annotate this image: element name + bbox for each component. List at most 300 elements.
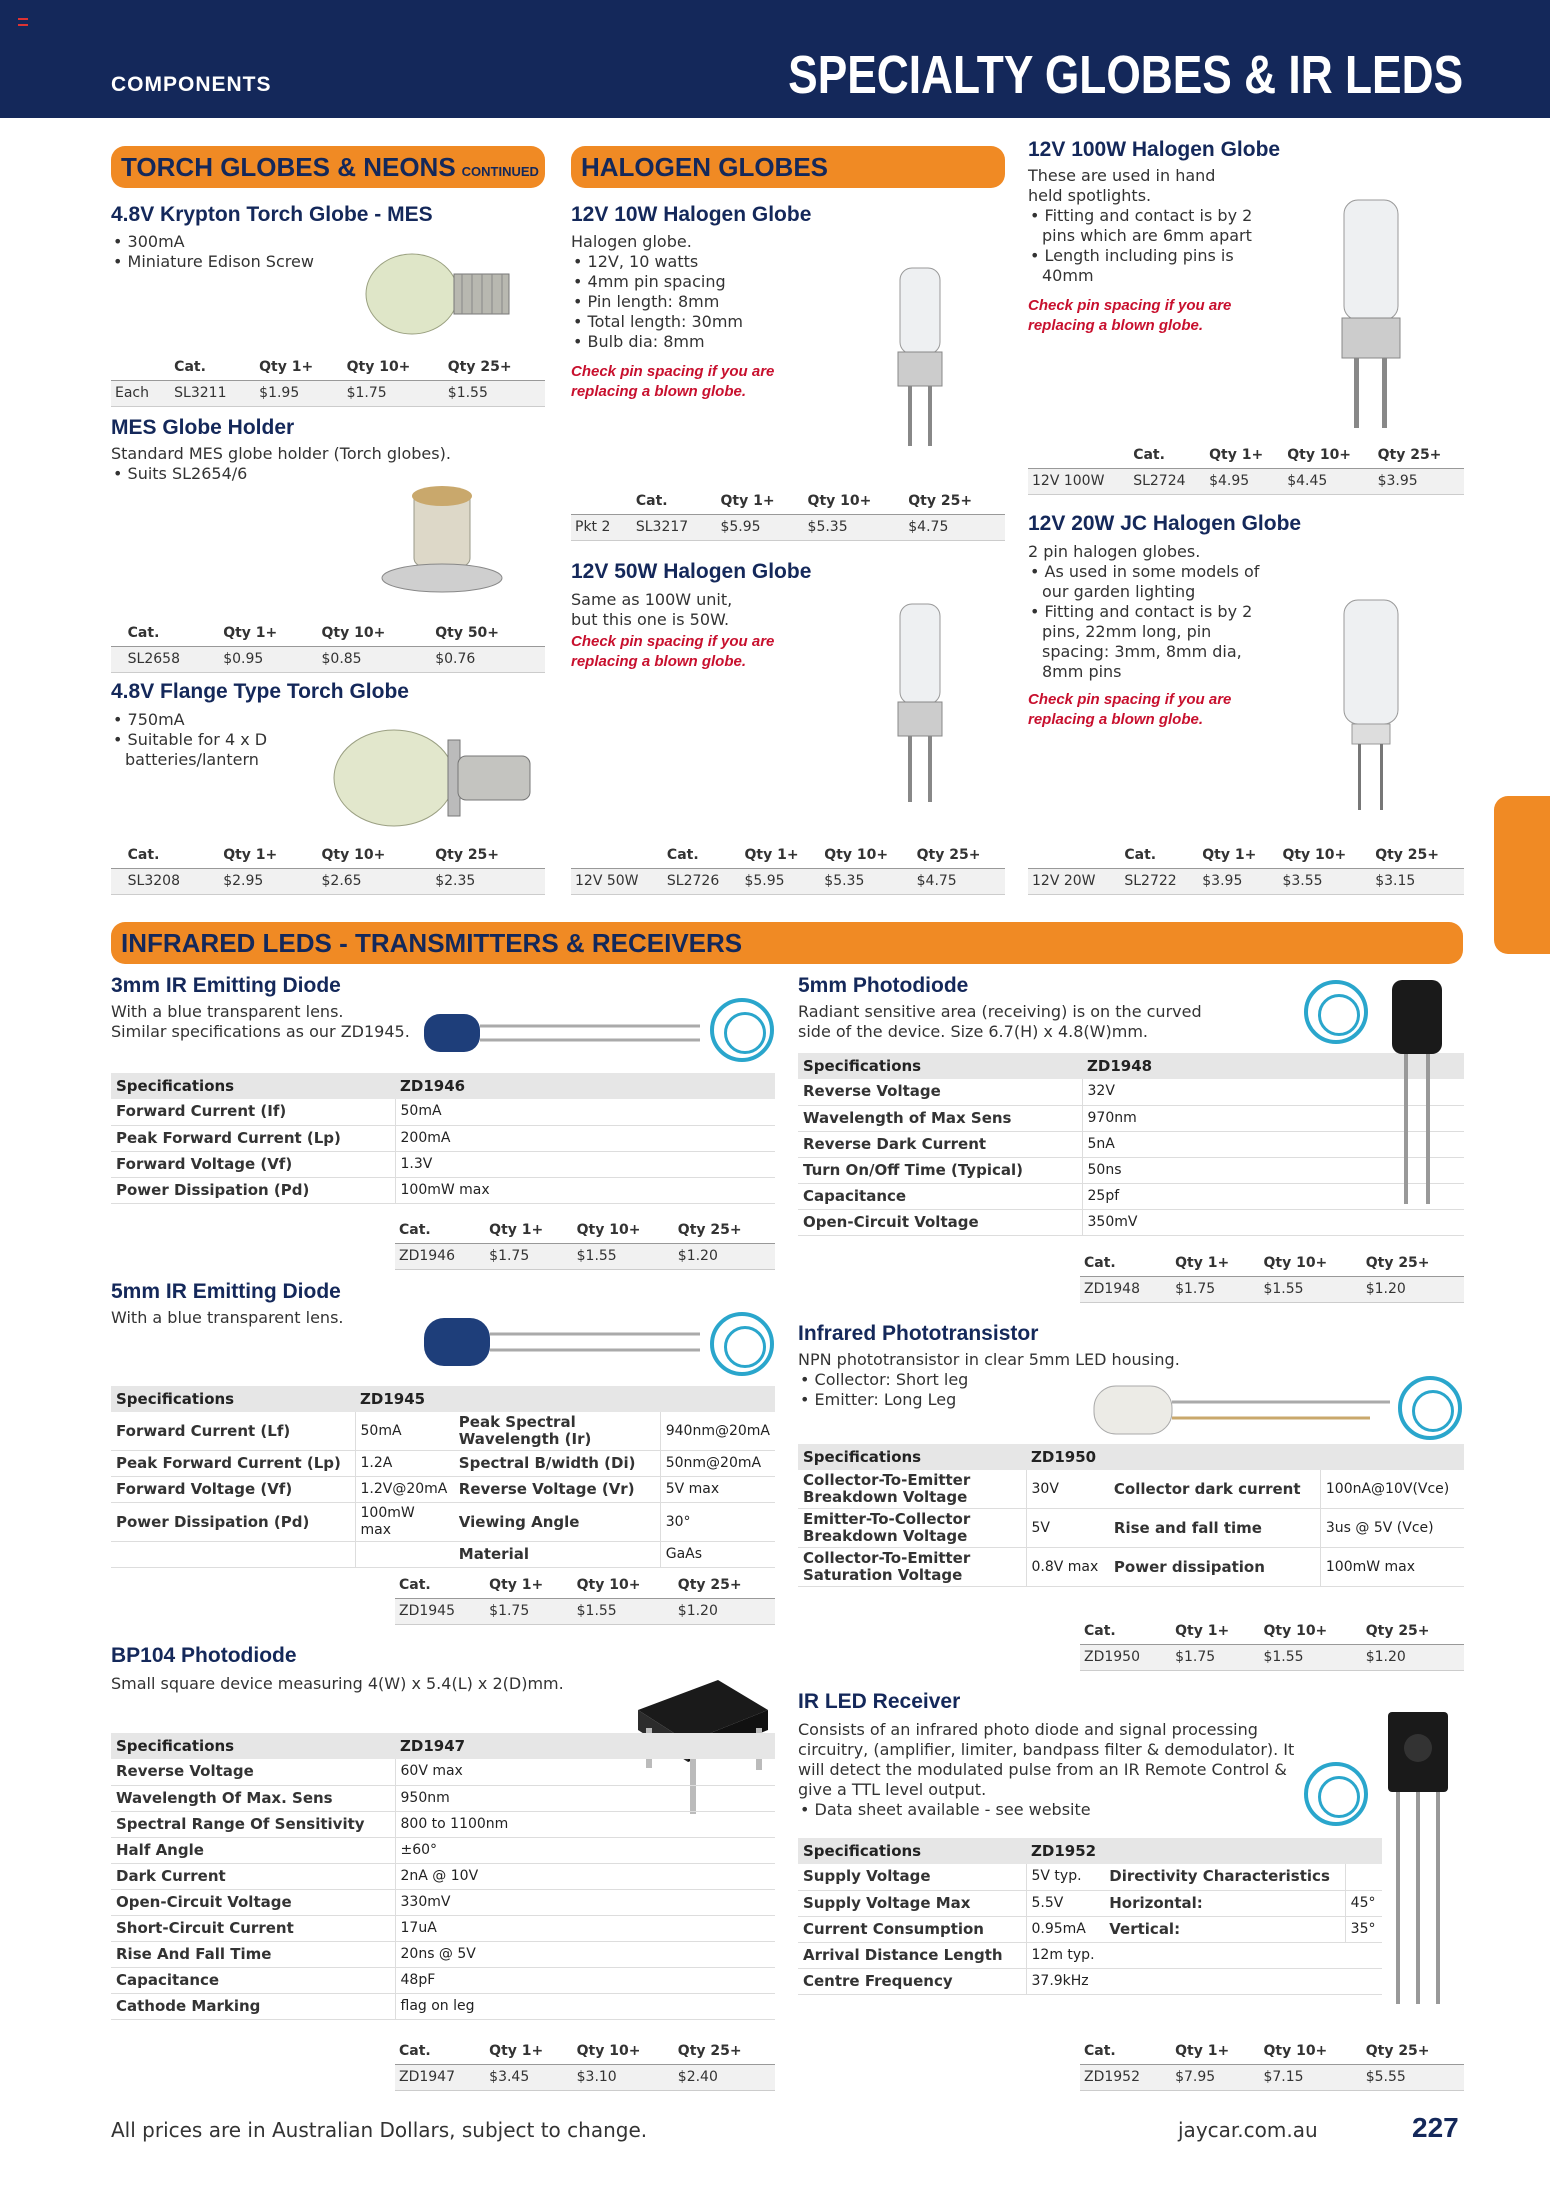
table-cell: Qty 25+ bbox=[444, 354, 545, 380]
bullet: • As used in some models of our garden lighting bbox=[1028, 562, 1278, 602]
table-cell: Material bbox=[454, 1542, 660, 1568]
desc: Standard MES globe holder (Torch globes). bbox=[111, 444, 451, 463]
side-tab[interactable] bbox=[1494, 796, 1550, 954]
price-table bbox=[395, 1572, 775, 1625]
table-cell: 30° bbox=[660, 1503, 775, 1542]
table-row bbox=[111, 1177, 775, 1203]
product-title: 4.8V Flange Type Torch Globe bbox=[111, 680, 409, 703]
table-cell: Peak Forward Current (Lp) bbox=[111, 1125, 395, 1151]
table-cell: $0.85 bbox=[318, 646, 432, 672]
table-cell: Supply Voltage bbox=[798, 1864, 1026, 1890]
table-cell: Capacitance bbox=[798, 1183, 1082, 1209]
table-cell: $1.20 bbox=[1362, 1276, 1464, 1302]
table-cell: Directivity Characteristics bbox=[1104, 1864, 1345, 1890]
table-cell bbox=[111, 868, 124, 894]
bullet: • Fitting and contact is by 2 pins, 22mm long, pin spacing: 3mm, 8mm dia, 8mm pins bbox=[1028, 602, 1278, 682]
table-cell: 30V bbox=[1026, 1470, 1109, 1509]
ir-3mm-led-image bbox=[420, 1008, 702, 1058]
spec-table bbox=[111, 1733, 775, 2020]
table-cell bbox=[1320, 1444, 1464, 1470]
product-bullets bbox=[111, 710, 331, 770]
table-cell: 350mV bbox=[1082, 1209, 1464, 1235]
table-cell: Each bbox=[111, 380, 170, 406]
price-table bbox=[1080, 2038, 1464, 2091]
table-cell bbox=[111, 1542, 355, 1568]
table-cell: 800 to 1100nm bbox=[395, 1811, 775, 1837]
product-title: IR LED Receiver bbox=[798, 1690, 961, 1713]
table-cell: $3.95 bbox=[1198, 868, 1278, 894]
table-cell: 32V bbox=[1082, 1079, 1464, 1105]
table-row bbox=[111, 620, 545, 646]
table-row bbox=[1028, 468, 1464, 494]
table-cell: Cat. bbox=[1129, 442, 1205, 468]
rohs-icon bbox=[710, 998, 774, 1062]
table-cell: SL2726 bbox=[663, 868, 741, 894]
torch-globes-bar bbox=[111, 146, 545, 188]
rohs-icon bbox=[1304, 1762, 1368, 1826]
pin-spacing-warning: Check pin spacing if you are replacing a blown globe. bbox=[571, 633, 775, 670]
table-cell: ZD1948 bbox=[1080, 1276, 1171, 1302]
table-cell: 0.95mA bbox=[1026, 1916, 1104, 1942]
table-row bbox=[111, 646, 545, 672]
product-bullets bbox=[571, 232, 821, 352]
product-title: 12V 100W Halogen Globe bbox=[1028, 138, 1281, 161]
table-cell: Qty 10+ bbox=[1283, 442, 1373, 468]
table-cell: SL3211 bbox=[170, 380, 255, 406]
bar-label: TORCH GLOBES & NEONS bbox=[121, 152, 456, 182]
table-row bbox=[111, 354, 545, 380]
table-cell bbox=[660, 1386, 775, 1412]
table-cell: 100mW max bbox=[395, 1177, 775, 1203]
table-cell: 100nA@10V(Vce) bbox=[1320, 1470, 1464, 1509]
table-row bbox=[798, 1968, 1382, 1994]
table-cell: Qty 10+ bbox=[318, 620, 432, 646]
table-cell bbox=[1345, 1942, 1382, 1968]
table-cell bbox=[1345, 1968, 1382, 1994]
product-bullets bbox=[111, 232, 351, 272]
globe-holder-image bbox=[378, 484, 508, 600]
table-row bbox=[1028, 868, 1464, 894]
halogen-globes-bar bbox=[571, 146, 1005, 188]
table-cell: 35° bbox=[1345, 1916, 1382, 1942]
table-row bbox=[111, 868, 545, 894]
table-row bbox=[395, 1243, 775, 1269]
spec-table bbox=[111, 1386, 775, 1568]
table-cell: Qty 1+ bbox=[485, 2038, 572, 2064]
table-cell: 12V 20W bbox=[1028, 868, 1120, 894]
table-row bbox=[798, 1916, 1382, 1942]
table-cell: ±60° bbox=[395, 1837, 775, 1863]
table-cell: Qty 25+ bbox=[674, 2038, 775, 2064]
table-cell: Emitter-To-Collector Breakdown Voltage bbox=[798, 1509, 1026, 1548]
table-cell: Spectral B/width (Di) bbox=[454, 1451, 660, 1477]
table-cell bbox=[1345, 1864, 1382, 1890]
table-cell: Qty 10+ bbox=[318, 842, 432, 868]
table-cell: $4.75 bbox=[913, 868, 1005, 894]
table-cell: Qty 1+ bbox=[219, 620, 317, 646]
bar-continued: CONTINUED bbox=[461, 164, 539, 179]
table-row bbox=[111, 1451, 775, 1477]
table-cell: $5.35 bbox=[804, 514, 905, 540]
product-desc: With a blue transparent lens. bbox=[111, 1308, 344, 1327]
price-table bbox=[1080, 1618, 1464, 1671]
table-cell bbox=[1345, 1838, 1382, 1864]
table-cell: 48pF bbox=[395, 1967, 775, 1993]
table-cell: Qty 25+ bbox=[913, 842, 1005, 868]
table-cell: ZD1945 bbox=[355, 1386, 454, 1412]
price-table bbox=[111, 842, 545, 895]
table-cell: 100mW max bbox=[1320, 1548, 1464, 1587]
table-cell: 50mA bbox=[395, 1099, 775, 1125]
product-title: 4.8V Krypton Torch Globe - MES bbox=[111, 203, 433, 226]
bullet: • Data sheet available - see website bbox=[798, 1800, 1318, 1820]
bullet: • Suitable for 4 x D batteries/lantern bbox=[111, 730, 331, 770]
page-title: SPECIALTY GLOBES & IR LEDS bbox=[788, 45, 1463, 105]
table-cell: Specifications bbox=[111, 1073, 395, 1099]
table-cell: Specifications bbox=[798, 1838, 1026, 1864]
krypton-globe-image bbox=[362, 236, 518, 336]
table-cell: Qty 25+ bbox=[1371, 842, 1464, 868]
table-cell: Qty 1+ bbox=[740, 842, 820, 868]
table-row bbox=[798, 1131, 1464, 1157]
table-cell bbox=[111, 354, 170, 380]
price-table bbox=[395, 1217, 775, 1270]
table-cell: Power Dissipation (Pd) bbox=[111, 1177, 395, 1203]
table-cell bbox=[355, 1542, 454, 1568]
infrared-leds-bar bbox=[111, 922, 1463, 964]
table-cell: Qty 1+ bbox=[219, 842, 317, 868]
rohs-icon bbox=[1304, 980, 1368, 1044]
table-cell: $3.55 bbox=[1278, 868, 1371, 894]
table-cell: SL3208 bbox=[124, 868, 220, 894]
table-row bbox=[111, 1503, 775, 1542]
menu-icon[interactable] bbox=[18, 18, 28, 26]
table-cell: Turn On/Off Time (Typical) bbox=[798, 1157, 1082, 1183]
table-cell: Specifications bbox=[798, 1444, 1026, 1470]
footer-site-link[interactable]: jaycar.com.au bbox=[1178, 2118, 1318, 2142]
table-row bbox=[395, 2038, 775, 2064]
page-header bbox=[0, 0, 1550, 118]
table-cell: Qty 25+ bbox=[904, 488, 1005, 514]
table-cell: 5V typ. bbox=[1026, 1864, 1104, 1890]
table-row bbox=[395, 1217, 775, 1243]
table-cell: Qty 10+ bbox=[1259, 1250, 1361, 1276]
desc: Halogen globe. bbox=[571, 232, 692, 251]
table-cell: Spectral Range Of Sensitivity bbox=[111, 1811, 395, 1837]
table-cell bbox=[111, 646, 124, 672]
table-cell: GaAs bbox=[660, 1542, 775, 1568]
table-cell: ZD1945 bbox=[395, 1598, 485, 1624]
table-cell: $3.95 bbox=[1374, 468, 1464, 494]
table-cell: Half Angle bbox=[111, 1837, 395, 1863]
table-cell: Qty 1+ bbox=[1198, 842, 1278, 868]
table-cell: Cathode Marking bbox=[111, 1993, 395, 2019]
table-cell: Cat. bbox=[124, 620, 220, 646]
table-row bbox=[571, 488, 1005, 514]
product-desc: Same as 100W unit, but this one is 50W. bbox=[571, 590, 733, 629]
table-cell: Qty 10+ bbox=[804, 488, 905, 514]
table-cell: $1.55 bbox=[444, 380, 545, 406]
table-cell: Qty 25+ bbox=[674, 1572, 775, 1598]
table-cell: Qty 25+ bbox=[674, 1217, 775, 1243]
table-cell: Collector-To-Emitter Breakdown Voltage bbox=[798, 1470, 1026, 1509]
table-cell: 940nm@20mA bbox=[660, 1412, 775, 1451]
table-cell: 60V max bbox=[395, 1759, 775, 1785]
table-cell: Qty 10+ bbox=[573, 2038, 674, 2064]
table-cell: ZD1946 bbox=[395, 1073, 775, 1099]
table-cell: $3.15 bbox=[1371, 868, 1464, 894]
table-cell: $1.55 bbox=[573, 1598, 674, 1624]
table-cell: $3.10 bbox=[573, 2064, 674, 2090]
bullet: • Bulb dia: 8mm bbox=[571, 332, 821, 352]
table-cell: $4.95 bbox=[1205, 468, 1283, 494]
table-cell: 50mA bbox=[355, 1412, 454, 1451]
table-cell: 12V 50W bbox=[571, 868, 663, 894]
table-row bbox=[111, 1941, 775, 1967]
table-cell: Cat. bbox=[395, 1217, 485, 1243]
table-row bbox=[798, 1209, 1464, 1235]
table-cell: 20ns @ 5V bbox=[395, 1941, 775, 1967]
table-cell bbox=[1104, 1968, 1345, 1994]
table-cell bbox=[1028, 442, 1129, 468]
table-row bbox=[111, 1733, 775, 1759]
ir-5mm-led-image bbox=[420, 1314, 702, 1370]
table-row bbox=[1080, 1250, 1464, 1276]
table-cell: $1.75 bbox=[1171, 1276, 1259, 1302]
table-cell: Power Dissipation (Pd) bbox=[111, 1503, 355, 1542]
table-cell: SL2658 bbox=[124, 646, 220, 672]
table-row bbox=[395, 1598, 775, 1624]
table-cell: Qty 10+ bbox=[573, 1217, 674, 1243]
table-cell: $1.75 bbox=[485, 1243, 572, 1269]
table-cell: 1.2V@20mA bbox=[355, 1477, 454, 1503]
table-cell: 37.9kHz bbox=[1026, 1968, 1104, 1994]
table-cell: Peak Forward Current (Lp) bbox=[111, 1451, 355, 1477]
table-cell: Qty 10+ bbox=[1259, 2038, 1361, 2064]
table-cell: Cat. bbox=[663, 842, 741, 868]
table-cell: Forward Current (If) bbox=[111, 1099, 395, 1125]
table-cell: Cat. bbox=[1080, 2038, 1171, 2064]
table-cell: 5nA bbox=[1082, 1131, 1464, 1157]
table-row bbox=[1028, 842, 1464, 868]
table-cell: SL2722 bbox=[1120, 868, 1198, 894]
table-cell: Cat. bbox=[395, 1572, 485, 1598]
product-title: 12V 50W Halogen Globe bbox=[571, 560, 812, 583]
table-cell: Peak Spectral Wavelength (Ir) bbox=[454, 1412, 660, 1451]
halogen-100w-image bbox=[1326, 192, 1416, 432]
table-cell: 17uA bbox=[395, 1915, 775, 1941]
bullet: • Suits SL2654/6 bbox=[111, 464, 531, 484]
table-cell bbox=[571, 842, 663, 868]
table-cell: Short-Circuit Current bbox=[111, 1915, 395, 1941]
price-table bbox=[111, 620, 545, 673]
table-cell: 5V max bbox=[660, 1477, 775, 1503]
table-cell: ZD1950 bbox=[1080, 1644, 1171, 1670]
table-cell: Qty 25+ bbox=[1362, 2038, 1464, 2064]
phototransistor-image bbox=[1090, 1382, 1392, 1438]
table-cell: Reverse Voltage bbox=[111, 1759, 395, 1785]
table-cell: Cat. bbox=[124, 842, 220, 868]
table-cell: 5V bbox=[1026, 1509, 1109, 1548]
table-row bbox=[571, 514, 1005, 540]
product-title: MES Globe Holder bbox=[111, 416, 295, 439]
table-cell: Qty 10+ bbox=[573, 1572, 674, 1598]
table-cell: ZD1952 bbox=[1080, 2064, 1171, 2090]
table-row bbox=[111, 1837, 775, 1863]
table-cell: ZD1946 bbox=[395, 1243, 485, 1269]
table-cell bbox=[1109, 1444, 1320, 1470]
table-row bbox=[798, 1105, 1464, 1131]
table-cell: Qty 25+ bbox=[431, 842, 545, 868]
table-row bbox=[111, 1915, 775, 1941]
bullet: • Fitting and contact is by 2 pins which are 6mm apart bbox=[1028, 206, 1278, 246]
table-row bbox=[111, 1863, 775, 1889]
table-cell: Specifications bbox=[798, 1053, 1082, 1079]
table-cell: 5.5V bbox=[1026, 1890, 1104, 1916]
table-cell: Specifications bbox=[111, 1733, 395, 1759]
table-cell: Cat. bbox=[395, 2038, 485, 2064]
table-cell: Reverse Voltage bbox=[798, 1079, 1082, 1105]
table-cell: ZD1950 bbox=[1026, 1444, 1109, 1470]
table-cell: $1.75 bbox=[1171, 1644, 1259, 1670]
section-label: COMPONENTS bbox=[111, 73, 272, 96]
bullet: • Emitter: Long Leg bbox=[798, 1390, 1180, 1410]
table-cell: 1.2A bbox=[355, 1451, 454, 1477]
bar-label: INFRARED LEDS - TRANSMITTERS & RECEIVERS bbox=[121, 928, 743, 958]
table-cell bbox=[1104, 1838, 1345, 1864]
table-cell: $1.75 bbox=[485, 1598, 572, 1624]
table-cell: $1.55 bbox=[1259, 1644, 1361, 1670]
rohs-icon bbox=[710, 1312, 774, 1376]
table-row bbox=[111, 1477, 775, 1503]
product-title: Infrared Phototransistor bbox=[798, 1322, 1039, 1345]
halogen-10w-image bbox=[882, 262, 958, 452]
table-cell: Power dissipation bbox=[1109, 1548, 1320, 1587]
table-row bbox=[798, 1548, 1464, 1587]
table-cell: $2.35 bbox=[431, 868, 545, 894]
table-row bbox=[798, 1470, 1464, 1509]
table-cell: ZD1947 bbox=[395, 1733, 775, 1759]
table-cell: 12m typ. bbox=[1026, 1942, 1104, 1968]
product-bullets: NPN phototransistor in clear 5mm LED housing. • Collector: Short leg • Emitter: Long Leg bbox=[798, 1350, 1180, 1410]
table-row bbox=[798, 1079, 1464, 1105]
table-cell: $1.55 bbox=[1259, 1276, 1361, 1302]
table-cell: Qty 10+ bbox=[1259, 1618, 1361, 1644]
spec-table bbox=[798, 1053, 1464, 1236]
table-row bbox=[1080, 2038, 1464, 2064]
table-cell: 330mV bbox=[395, 1889, 775, 1915]
table-cell: Arrival Distance Length bbox=[798, 1942, 1026, 1968]
table-cell: Cat. bbox=[1120, 842, 1198, 868]
table-cell: Pkt 2 bbox=[571, 514, 632, 540]
rohs-icon bbox=[1398, 1376, 1462, 1440]
table-cell: $2.40 bbox=[674, 2064, 775, 2090]
product-title: BP104 Photodiode bbox=[111, 1644, 297, 1667]
bullet: • Collector: Short leg bbox=[798, 1370, 1180, 1390]
table-row bbox=[111, 1412, 775, 1451]
table-cell: Qty 1+ bbox=[1171, 2038, 1259, 2064]
table-cell: $1.20 bbox=[1362, 1644, 1464, 1670]
table-cell: Qty 1+ bbox=[485, 1572, 572, 1598]
table-cell bbox=[454, 1386, 660, 1412]
table-cell: Qty 25+ bbox=[1362, 1250, 1464, 1276]
table-cell: $5.95 bbox=[740, 868, 820, 894]
table-cell: ZD1948 bbox=[1082, 1053, 1464, 1079]
table-cell: Forward Voltage (Vf) bbox=[111, 1151, 395, 1177]
table-cell: 25pf bbox=[1082, 1183, 1464, 1209]
table-cell: Qty 25+ bbox=[1374, 442, 1464, 468]
table-cell: Cat. bbox=[1080, 1250, 1171, 1276]
table-cell: Dark Current bbox=[111, 1863, 395, 1889]
table-cell: $1.95 bbox=[255, 380, 342, 406]
table-row bbox=[798, 1157, 1464, 1183]
price-table bbox=[1028, 842, 1464, 895]
table-cell: 100mW max bbox=[355, 1503, 454, 1542]
table-row bbox=[798, 1444, 1464, 1470]
table-cell bbox=[111, 620, 124, 646]
table-cell: Qty 25+ bbox=[1362, 1618, 1464, 1644]
table-cell: Horizontal: bbox=[1104, 1890, 1345, 1916]
footer-note: All prices are in Australian Dollars, subject to change. bbox=[111, 2118, 648, 2142]
table-cell: Specifications bbox=[111, 1386, 355, 1412]
table-cell: Supply Voltage Max bbox=[798, 1890, 1026, 1916]
bullet: • Miniature Edison Screw bbox=[111, 252, 351, 272]
table-cell: Wavelength Of Max. Sens bbox=[111, 1785, 395, 1811]
bullet: • Length including pins is 40mm bbox=[1028, 246, 1278, 286]
halogen-20w-image bbox=[1326, 592, 1416, 814]
table-cell: 45° bbox=[1345, 1890, 1382, 1916]
table-cell: $5.95 bbox=[716, 514, 803, 540]
table-cell: Qty 1+ bbox=[716, 488, 803, 514]
table-cell: Qty 1+ bbox=[1171, 1618, 1259, 1644]
product-title: 5mm IR Emitting Diode bbox=[111, 1280, 341, 1303]
table-cell: $2.95 bbox=[219, 868, 317, 894]
halogen-50w-image bbox=[882, 598, 958, 808]
table-row bbox=[571, 842, 1005, 868]
table-cell: 50ns bbox=[1082, 1157, 1464, 1183]
table-cell: Centre Frequency bbox=[798, 1968, 1026, 1994]
table-cell: $1.75 bbox=[343, 380, 444, 406]
table-row bbox=[111, 1099, 775, 1125]
table-cell: $4.75 bbox=[904, 514, 1005, 540]
table-cell: Open-Circuit Voltage bbox=[111, 1889, 395, 1915]
table-cell: $3.45 bbox=[485, 2064, 572, 2090]
table-row bbox=[798, 1890, 1382, 1916]
table-cell: $0.95 bbox=[219, 646, 317, 672]
bullet: • 4mm pin spacing bbox=[571, 272, 821, 292]
product-desc: Consists of an infrared photo diode and signal processing circuitry, (amplifier, limiter, bandpass filter & demodulator). It will detect the modulated pulse from an IR Remote Control & give a TTL level output. • Data sheet available - see website bbox=[798, 1720, 1318, 1820]
table-row bbox=[111, 380, 545, 406]
table-cell: Reverse Dark Current bbox=[798, 1131, 1082, 1157]
table-cell bbox=[111, 842, 124, 868]
pin-spacing-warning: Check pin spacing if you are replacing a blown globe. bbox=[1028, 297, 1232, 334]
table-cell: SL2724 bbox=[1129, 468, 1205, 494]
table-cell: Qty 50+ bbox=[431, 620, 545, 646]
table-cell: Current Consumption bbox=[798, 1916, 1026, 1942]
table-cell: 970nm bbox=[1082, 1105, 1464, 1131]
table-row bbox=[798, 1509, 1464, 1548]
product-desc: Small square device measuring 4(W) x 5.4(L) x 2(D)mm. bbox=[111, 1674, 564, 1693]
table-row bbox=[111, 1889, 775, 1915]
pin-spacing-warning: Check pin spacing if you are replacing a blown globe. bbox=[1028, 691, 1232, 728]
table-cell: 2nA @ 10V bbox=[395, 1863, 775, 1889]
table-cell: Wavelength of Max Sens bbox=[798, 1105, 1082, 1131]
flange-globe-image bbox=[330, 720, 546, 834]
table-cell: Rise and fall time bbox=[1109, 1509, 1320, 1548]
table-row bbox=[1080, 1644, 1464, 1670]
table-row bbox=[111, 1073, 775, 1099]
price-table bbox=[571, 842, 1005, 895]
